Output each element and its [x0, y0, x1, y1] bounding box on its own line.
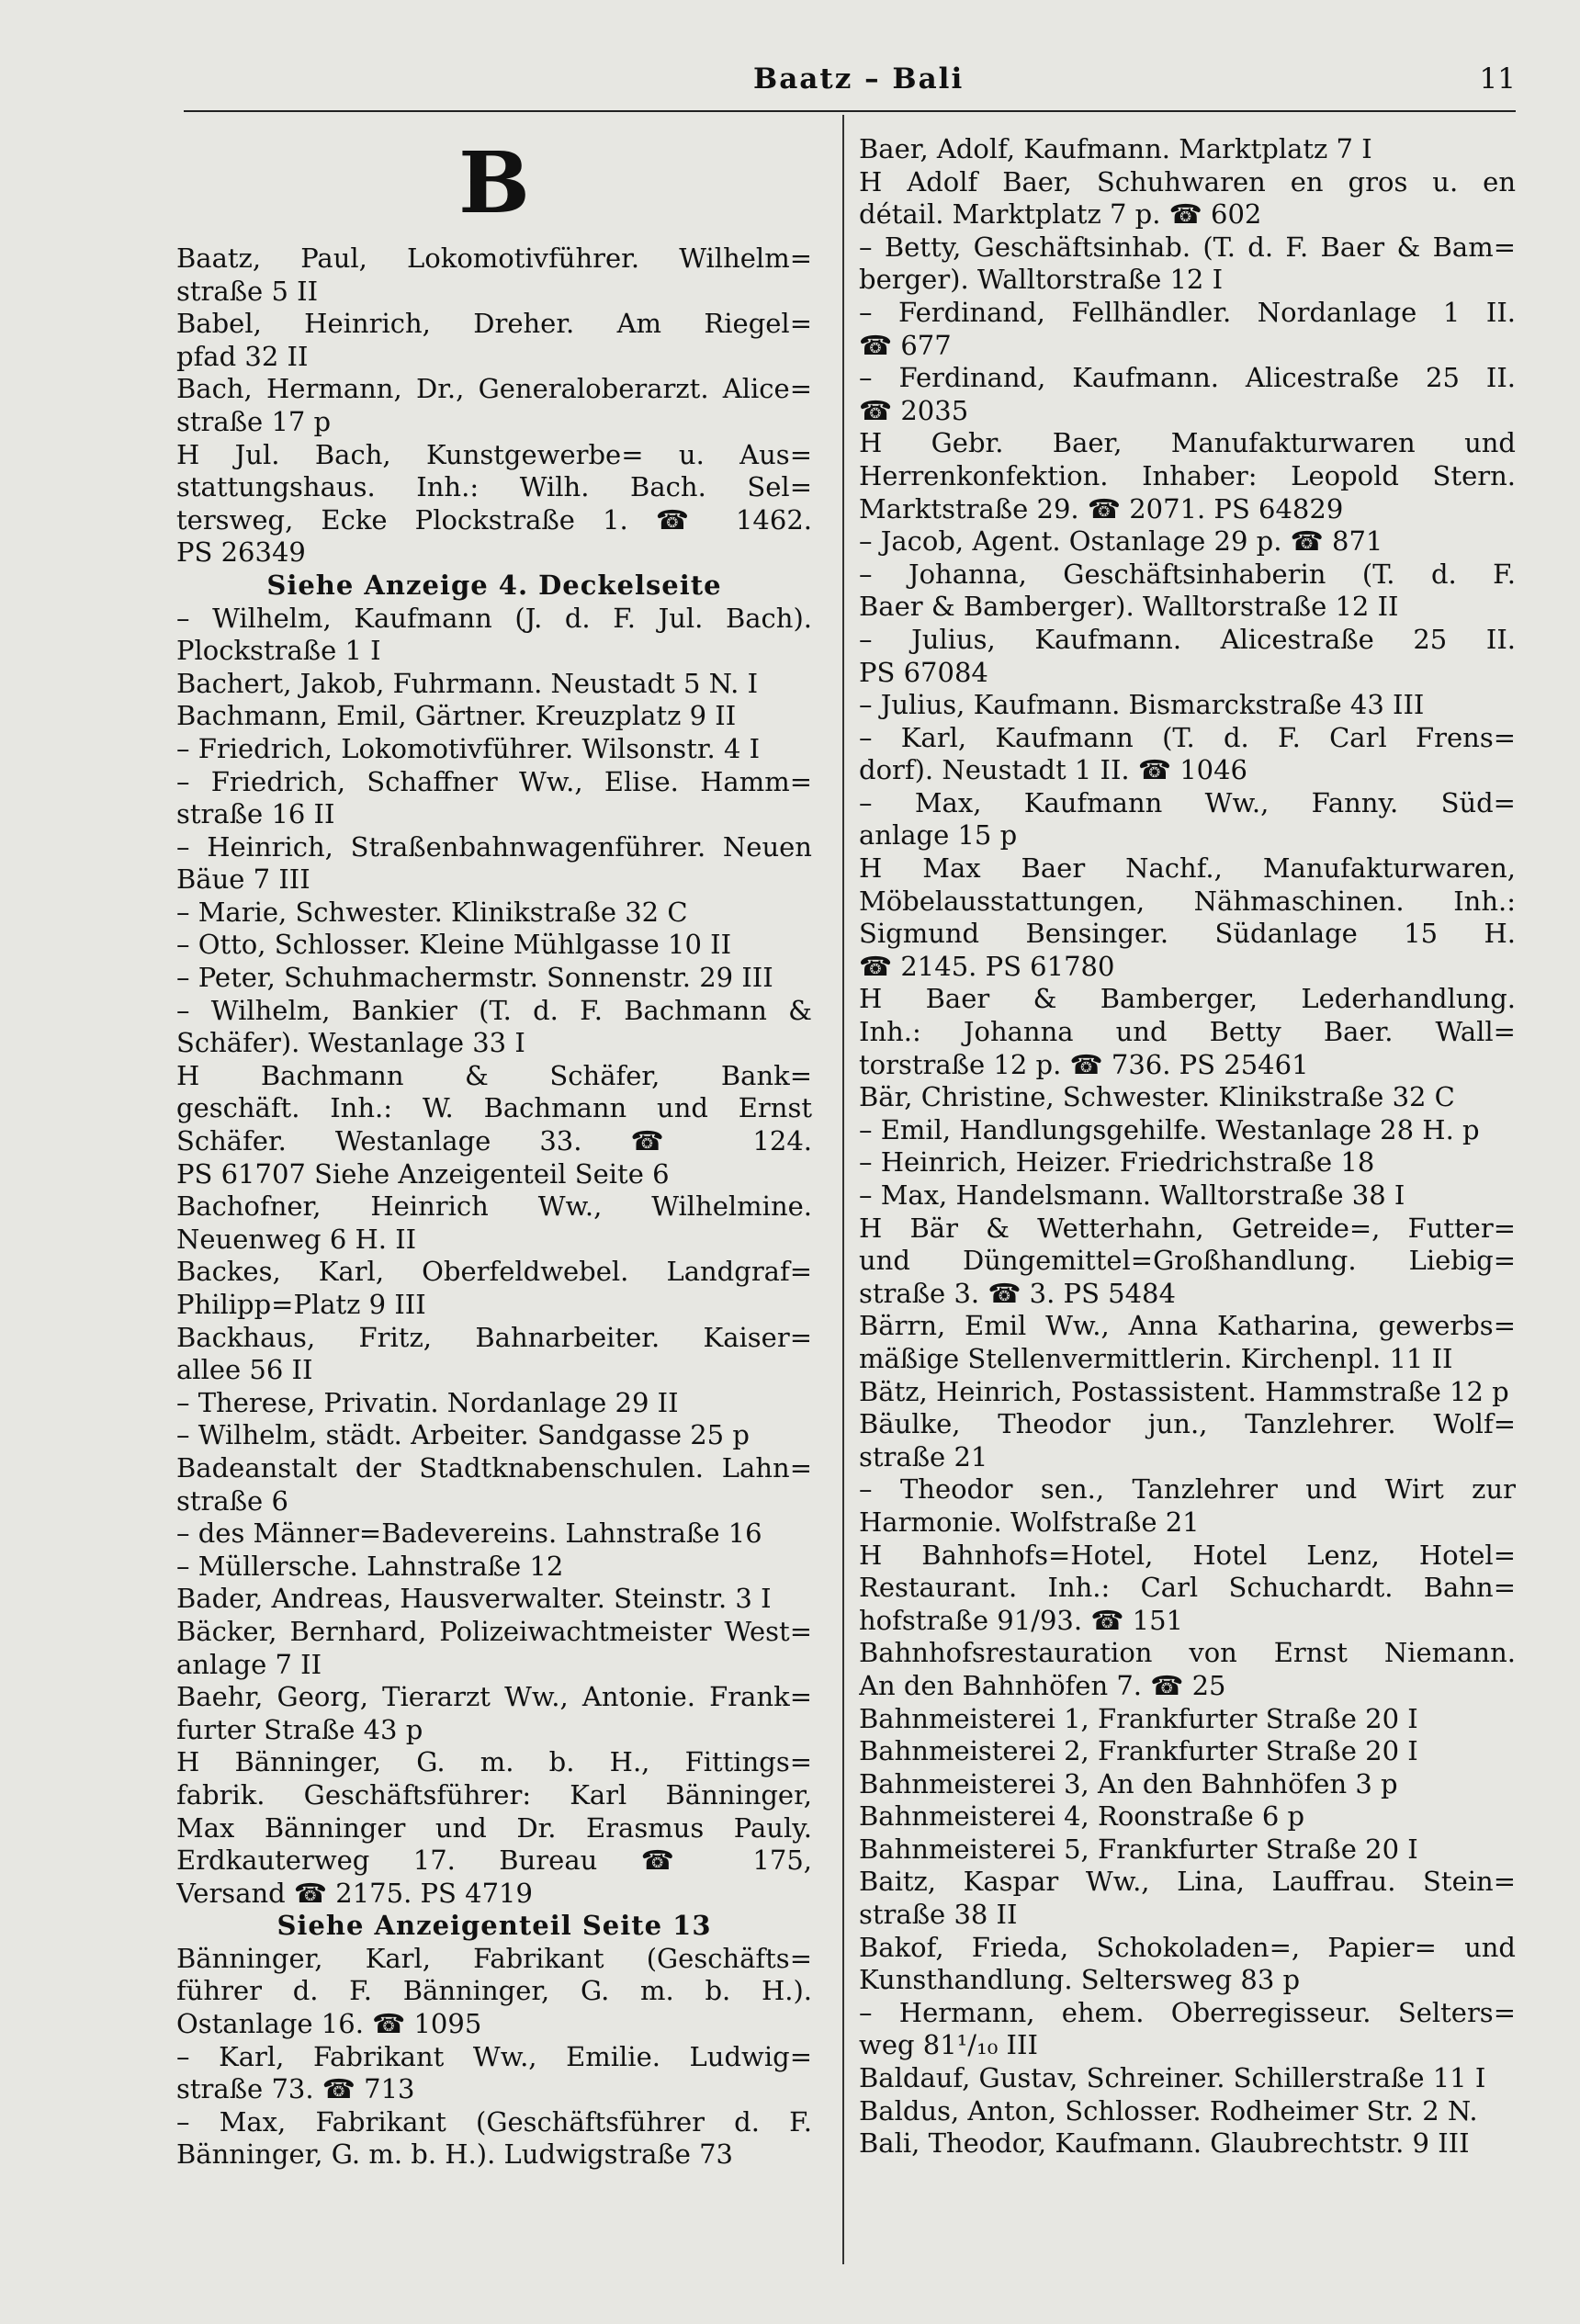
entry-line: Restaurant. Inh.: Carl Schuchardt. Bahn=	[859, 1572, 1516, 1604]
advertisement-reference	[176, 570, 812, 603]
entry-line: – Julius, Kaufmann. Alicestraße 25 II.	[859, 623, 1516, 655]
directory-entry	[859, 231, 1516, 297]
entry-line: anlage 15 p	[859, 819, 1018, 852]
entry-line: Backhaus, Fritz, Bahnarbeiter. Kaiser=	[176, 1321, 812, 1353]
directory-entry	[859, 133, 1516, 166]
entry-line: – Ferdinand, Fellhändler. Nordanlage 1 II.	[859, 296, 1516, 328]
entry-line: – Max, Fabrikant (Geschäftsführer d. F.	[176, 2105, 812, 2138]
entry-line: – Betty, Geschäftsinhab. (T. d. F. Baer & Bam=	[859, 231, 1516, 263]
entry-line: Kunsthandlung. Seltersweg 83 p	[859, 1964, 1301, 1996]
entry-line: Baitz, Kaspar Ww., Lina, Lauffrau. Stein=	[859, 1866, 1516, 1898]
entry-line: Schäfer. Westanlage 33. ☎ 124.	[176, 1125, 812, 1157]
directory-entry	[176, 1387, 812, 1420]
directory-entry	[859, 1735, 1516, 1768]
directory-entry	[176, 700, 812, 733]
directory-entry	[859, 166, 1516, 231]
entry-line: Siehe Anzeige 4. Deckelseite	[266, 569, 722, 601]
entry-line: straße 6	[176, 1484, 288, 1517]
entry-line: Erdkauterweg 17. Bureau ☎ 175,	[176, 1845, 812, 1877]
directory-entry	[176, 1517, 812, 1551]
entry-line: berger). Walltorstraße 12 I	[859, 264, 1224, 296]
entry-line: détail. Marktplatz 7 p. ☎ 602	[859, 198, 1262, 231]
entry-line: Bachofner, Heinrich Ww., Wilhelmine.	[176, 1190, 812, 1223]
entry-line: Bahnhofsrestauration von Ernst Niemann.	[859, 1637, 1516, 1669]
directory-entry	[176, 1452, 812, 1517]
entry-line: H Gebr. Baer, Manufakturwaren und	[859, 427, 1516, 459]
entry-line: – Müllersche. Lahnstraße 12	[176, 1550, 564, 1582]
entry-line: Baer & Bamberger). Walltorstraße 12 II	[859, 591, 1399, 623]
entry-line: Baldauf, Gustav, Schreiner. Schillerstraße 11 I	[859, 2062, 1486, 2094]
entry-line: tersweg, Ecke Plockstraße 1. ☎ 1462.	[176, 503, 812, 536]
entry-line: H Jul. Bach, Kunstgewerbe= u. Aus=	[176, 438, 812, 470]
entry-line: mäßige Stellenvermittlerin. Kirchenpl. 11 II	[859, 1342, 1453, 1374]
directory-entry	[176, 1583, 812, 1616]
entry-line: Bahnmeisterei 1, Frankfurter Straße 20 I	[859, 1702, 1418, 1734]
advertisement-reference	[176, 1910, 812, 1943]
entry-line: straße 16 II	[176, 798, 335, 830]
entry-line: – Emil, Handlungsgehilfe. Westanlage 28 H. p	[859, 1113, 1480, 1145]
entry-line: – Peter, Schuhmachermstr. Sonnenstr. 29 III	[176, 962, 773, 994]
entry-line: Bärrn, Emil Ww., Anna Katharina, gewerbs=	[859, 1310, 1516, 1342]
directory-entry	[176, 668, 812, 701]
entry-line: PS 26349	[176, 536, 306, 569]
entry-line: Bäulke, Theodor jun., Tanzlehrer. Wolf=	[859, 1408, 1516, 1440]
entry-line: – Friedrich, Schaffner Ww., Elise. Hamm=	[176, 765, 812, 797]
directory-entry	[176, 1190, 812, 1256]
entry-line: – Heinrich, Straßenbahnwagenführer. Neuen	[176, 830, 812, 863]
directory-entry	[859, 1114, 1516, 1147]
entry-line: Inh.: Johanna und Betty Baer. Wall=	[859, 1016, 1516, 1048]
directory-entry	[176, 1681, 812, 1746]
entry-line: Bänninger, Karl, Fabrikant (Geschäfts=	[176, 1942, 812, 1974]
entry-line: fabrik. Geschäftsführer: Karl Bänninger,	[176, 1778, 812, 1811]
entry-line: H Adolf Baer, Schuhwaren en gros u. en	[859, 165, 1516, 197]
directory-entry	[859, 1703, 1516, 1736]
directory-entry	[859, 1310, 1516, 1375]
entry-line: geschäft. Inh.: W. Bachmann und Ernst	[176, 1092, 812, 1124]
entry-line: Möbelausstattungen, Nähmaschinen. Inh.:	[859, 885, 1516, 917]
entry-line: Bachmann, Emil, Gärtner. Kreuzplatz 9 II	[176, 700, 737, 732]
directory-entry	[176, 929, 812, 962]
directory-entry	[859, 1408, 1516, 1473]
entry-line: Harmonie. Wolfstraße 21	[859, 1506, 1200, 1538]
entry-line: Plockstraße 1 I	[176, 635, 381, 667]
directory-entry	[176, 373, 812, 438]
entry-line: – Hermann, ehem. Oberregisseur. Selters=	[859, 1996, 1516, 2028]
directory-entry	[176, 1943, 812, 2041]
entry-line: – Wilhelm, städt. Arbeiter. Sandgasse 25 p	[176, 1419, 750, 1451]
entry-line: stattungshaus. Inh.: Wilh. Bach. Sel=	[176, 471, 812, 503]
directory-entry	[859, 1179, 1516, 1213]
entry-line: H Bachmann & Schäfer, Bank=	[176, 1059, 812, 1091]
entry-line: H Bahnhofs=Hotel, Hotel Lenz, Hotel=	[859, 1539, 1516, 1571]
directory-entry	[859, 1473, 1516, 1539]
entry-line: Bahnmeisterei 4, Roonstraße 6 p	[859, 1800, 1305, 1833]
directory-entry	[859, 297, 1516, 362]
entry-line: Bakof, Frieda, Schokoladen=, Papier= und	[859, 1931, 1516, 1963]
directory-entry	[176, 995, 812, 1060]
directory-entry	[859, 1997, 1516, 2062]
entry-line: H Max Baer Nachf., Manufakturwaren,	[859, 852, 1516, 885]
page-header	[184, 62, 1516, 110]
left-column	[176, 129, 812, 2172]
column-divider	[842, 115, 844, 2264]
entry-line: straße 73. ☎ 713	[176, 2073, 415, 2105]
entry-line: Bach, Hermann, Dr., Generaloberarzt. Alice=	[176, 373, 812, 405]
entry-line: Ostanlage 16. ☎ 1095	[176, 2008, 482, 2040]
entry-line: straße 38 II	[859, 1899, 1018, 1931]
entry-line: – Friedrich, Lokomotivführer. Wilsonstr. 4 I	[176, 732, 761, 764]
entry-line: H Baer & Bamberger, Lederhandlung.	[859, 983, 1516, 1015]
directory-entry	[176, 733, 812, 766]
directory-entry	[859, 689, 1516, 722]
page-number: 11	[1479, 62, 1516, 96]
directory-entry	[176, 897, 812, 930]
directory-entry	[176, 766, 812, 831]
directory-entry	[176, 243, 812, 308]
directory-entry	[176, 1746, 812, 1910]
directory-entry	[859, 1213, 1516, 1311]
directory-entry	[859, 852, 1516, 983]
directory-entry	[176, 439, 812, 570]
entry-line: pfad 32 II	[176, 340, 309, 372]
entry-line: straße 3. ☎ 3. PS 5484	[859, 1277, 1176, 1309]
directory-entry	[176, 1616, 812, 1681]
entry-line: allee 56 II	[176, 1354, 313, 1386]
entry-line: PS 67084	[859, 656, 988, 688]
directory-entry	[859, 362, 1516, 427]
directory-entry	[859, 1146, 1516, 1179]
directory-entry	[859, 2062, 1516, 2095]
directory-entry	[176, 308, 812, 373]
entry-line: PS 61707 Siehe Anzeigenteil Seite 6	[176, 1157, 670, 1190]
entry-line: – Wilhelm, Kaufmann (J. d. F. Jul. Bach).	[176, 602, 812, 634]
directory-entry	[859, 427, 1516, 525]
directory-entry	[176, 962, 812, 995]
entry-line: anlage 7 II	[176, 1648, 322, 1680]
entry-line: Bader, Andreas, Hausverwalter. Steinstr. 3 I	[176, 1583, 772, 1615]
entry-line: – Therese, Privatin. Nordanlage 29 II	[176, 1386, 679, 1418]
entry-line: Baatz, Paul, Lokomotivführer. Wilhelm=	[176, 243, 812, 274]
entry-line: H Bänninger, G. m. b. H., Fittings=	[176, 1746, 812, 1778]
entry-line: straße 21	[859, 1440, 988, 1472]
entry-line: – Theodor sen., Tanzlehrer und Wirt zur	[859, 1473, 1516, 1506]
entry-line: Versand ☎ 2175. PS 4719	[176, 1877, 533, 1909]
directory-entry	[859, 2127, 1516, 2160]
entry-line: Badeanstalt der Stadtknabenschulen. Lahn=	[176, 1451, 812, 1484]
directory-entry	[859, 983, 1516, 1081]
entry-line: Baer, Adolf, Kaufmann. Marktplatz 7 I	[859, 133, 1372, 164]
directory-entry	[176, 1322, 812, 1387]
entry-line: – Ferdinand, Kaufmann. Alicestraße 25 II.	[859, 362, 1516, 394]
entry-line: Bachert, Jakob, Fuhrmann. Neustadt 5 N. I	[176, 667, 759, 699]
right-entries	[859, 133, 1516, 2160]
entry-line: Bätz, Heinrich, Postassistent. Hammstraße 12 p	[859, 1375, 1509, 1407]
entry-line: Max Bänninger und Dr. Erasmus Pauly.	[176, 1811, 812, 1844]
directory-entry	[176, 1419, 812, 1452]
directory-entry	[176, 1060, 812, 1190]
entry-line: furter Straße 43 p	[176, 1713, 423, 1745]
entry-line: Bahnmeisterei 3, An den Bahnhöfen 3 p	[859, 1767, 1398, 1799]
entry-line: straße 5 II	[176, 275, 319, 307]
section-letter: B	[458, 133, 530, 232]
directory-entry	[859, 1637, 1516, 1702]
directory-entry	[859, 2095, 1516, 2128]
directory-entry	[859, 722, 1516, 787]
entry-line: Herrenkonfektion. Inhaber: Leopold Stern.	[859, 459, 1516, 491]
directory-entry	[859, 1932, 1516, 1997]
directory-entry	[176, 2106, 812, 2172]
entry-line: Bäcker, Bernhard, Polizeiwachtmeister West=	[176, 1615, 812, 1647]
directory-entry	[859, 525, 1516, 558]
entry-line: Bahnmeisterei 5, Frankfurter Straße 20 I	[859, 1833, 1418, 1865]
header-rule	[184, 110, 1516, 112]
directory-entry	[176, 831, 812, 897]
directory-entry	[859, 558, 1516, 624]
entry-line: Baldus, Anton, Schlosser. Rodheimer Str. 2 N.	[859, 2094, 1478, 2127]
entry-line: – Johanna, Geschäftsinhaberin (T. d. F.	[859, 558, 1516, 590]
entry-line: torstraße 12 p. ☎ 736. PS 25461	[859, 1048, 1309, 1080]
directory-entry	[859, 787, 1516, 852]
entry-line: H Bär & Wetterhahn, Getreide=, Futter=	[859, 1212, 1516, 1244]
directory-entry	[859, 1376, 1516, 1409]
entry-line: Bäue 7 III	[176, 863, 310, 896]
entry-line: – Wilhelm, Bankier (T. d. F. Bachmann &	[176, 994, 812, 1026]
entry-line: Neuenweg 6 H. II	[176, 1223, 417, 1255]
directory-entry	[176, 603, 812, 668]
entry-line: Babel, Heinrich, Dreher. Am Riegel=	[176, 308, 812, 340]
entry-line: Bahnmeisterei 2, Frankfurter Straße 20 I	[859, 1735, 1418, 1767]
directory-entry	[176, 1551, 812, 1584]
entry-line: Baehr, Georg, Tierarzt Ww., Antonie. Frank=	[176, 1681, 812, 1713]
entry-line: – Jacob, Agent. Ostanlage 29 p. ☎ 871	[859, 525, 1383, 558]
entry-line: Bär, Christine, Schwester. Klinikstraße 32 C	[859, 1081, 1455, 1113]
entry-line: führer d. F. Bänninger, G. m. b. H.).	[176, 1975, 812, 2007]
entry-line: Backes, Karl, Oberfeldwebel. Landgraf=	[176, 1256, 812, 1288]
entry-line: – Julius, Kaufmann. Bismarckstraße 43 III	[859, 689, 1425, 721]
directory-entry	[859, 1800, 1516, 1833]
entry-line: Schäfer). Westanlage 33 I	[176, 1027, 525, 1059]
entry-line: Sigmund Bensinger. Südanlage 15 H.	[859, 918, 1516, 950]
left-entries	[176, 243, 812, 2172]
directory-entry	[859, 1833, 1516, 1867]
entry-line: – Karl, Kaufmann (T. d. F. Carl Frens=	[859, 721, 1516, 753]
running-head: Baatz – Bali	[753, 62, 965, 96]
directory-entry	[859, 624, 1516, 689]
entry-line: Marktstraße 29. ☎ 2071. PS 64829	[859, 492, 1344, 525]
entry-line: – Heinrich, Heizer. Friedrichstraße 18	[859, 1146, 1375, 1179]
entry-line: – Max, Kaufmann Ww., Fanny. Süd=	[859, 786, 1516, 818]
entry-line: straße 17 p	[176, 405, 332, 437]
entry-line: ☎ 677	[859, 329, 952, 361]
entry-line: Siehe Anzeigenteil Seite 13	[276, 1910, 712, 1942]
directory-entry	[859, 1768, 1516, 1801]
entry-line: dorf). Neustadt 1 II. ☎ 1046	[859, 754, 1248, 786]
entry-line: – Otto, Schlosser. Kleine Mühlgasse 10 II	[176, 929, 732, 961]
entry-line: – Marie, Schwester. Klinikstraße 32 C	[176, 896, 688, 928]
entry-line: weg 81¹/₁₀ III	[859, 2029, 1038, 2061]
entry-line: ☎ 2145. PS 61780	[859, 950, 1115, 982]
entry-line: Philipp=Platz 9 III	[176, 1289, 426, 1320]
entry-line: Bali, Theodor, Kaufmann. Glaubrechtstr. 9 III	[859, 2127, 1470, 2160]
entry-line: – Max, Handelsmann. Walltorstraße 38 I	[859, 1179, 1405, 1211]
directory-entry	[859, 1540, 1516, 1638]
entry-line: und Düngemittel=Großhandlung. Liebig=	[859, 1245, 1516, 1277]
entry-line: ☎ 2035	[859, 394, 969, 426]
entry-line: – des Männer=Badevereins. Lahnstraße 16	[176, 1517, 762, 1550]
entry-line: An den Bahnhöfen 7. ☎ 25	[859, 1669, 1226, 1701]
right-column	[859, 133, 1516, 2160]
directory-entry	[859, 1081, 1516, 1114]
directory-entry	[176, 1256, 812, 1321]
directory-entry	[176, 2041, 812, 2106]
entry-line: – Karl, Fabrikant Ww., Emilie. Ludwig=	[176, 2040, 812, 2072]
entry-line: Bänninger, G. m. b. H.). Ludwigstraße 73	[176, 2138, 734, 2171]
entry-line: hofstraße 91/93. ☎ 151	[859, 1604, 1184, 1636]
directory-entry	[859, 1866, 1516, 1931]
